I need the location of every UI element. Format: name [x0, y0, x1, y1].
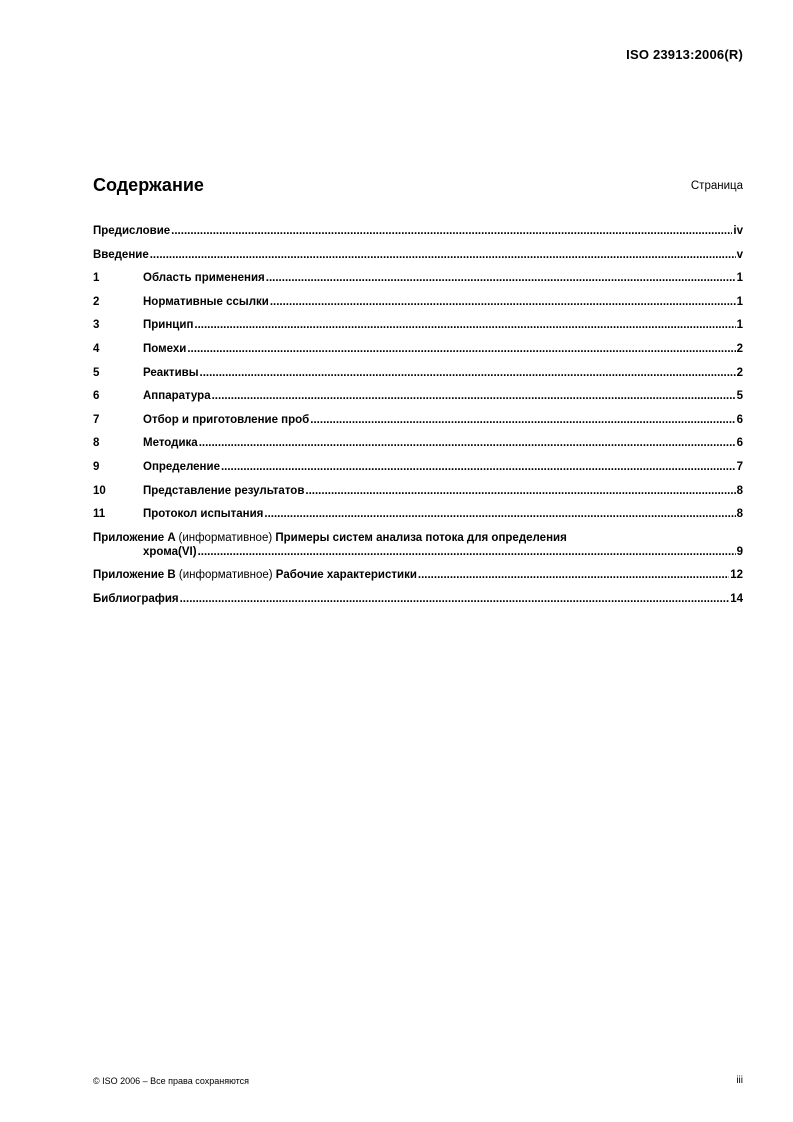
annex-b-status: (информативное)	[178, 569, 273, 582]
toc-entry-label: Предисловие	[93, 225, 171, 237]
clause-number: 8	[93, 437, 100, 450]
toc-entry-label: Нормативные ссылки	[143, 295, 269, 308]
annex-a-heading-line	[93, 531, 743, 545]
toc-entry-page: iv	[733, 225, 743, 237]
annex-a-title-line2: хрома(VI)	[143, 545, 197, 558]
toc-entry-foreword[interactable]	[93, 224, 743, 238]
dot-leader	[310, 413, 735, 427]
clause-number: 3	[93, 319, 100, 332]
dot-leader	[187, 342, 735, 356]
annex-a-continuation-line	[93, 545, 743, 559]
clause-number: 6	[93, 390, 100, 403]
annex-b-label	[93, 568, 417, 582]
toc-entry-page: 14	[730, 592, 743, 605]
dot-leader	[221, 460, 736, 474]
dot-leader	[194, 318, 735, 332]
toc-entry-page: 8	[736, 508, 743, 521]
toc-entry-page: v	[736, 248, 743, 261]
toc-entry-label: Отбор и приготовление проб	[143, 413, 310, 426]
clause-number: 5	[93, 366, 100, 379]
toc-entry-label: Представление результатов	[143, 484, 305, 497]
toc-entry-label: Протокол испытания	[143, 508, 264, 521]
toc-entry-page: 5	[736, 390, 743, 403]
dot-leader	[418, 568, 729, 582]
toc-entry-page: 6	[736, 413, 743, 426]
toc-entry-clause-4[interactable]	[93, 342, 743, 356]
dot-leader	[198, 545, 736, 559]
page-column-heading: Страница	[690, 180, 743, 192]
toc-entry-clause-3[interactable]	[93, 318, 743, 332]
toc-entry-clause-11[interactable]	[93, 507, 743, 521]
dot-leader	[305, 484, 735, 498]
dot-leader	[200, 366, 736, 380]
toc-entry-clause-9[interactable]	[93, 460, 743, 474]
toc-entry-label: Методика	[143, 437, 198, 450]
toc-entry-label: Библиография	[93, 592, 179, 605]
dot-leader	[270, 295, 736, 309]
copyright-notice: © ISO 2006 – Все права сохраняются	[93, 1076, 250, 1086]
page-number: iii	[736, 1075, 743, 1086]
toc-entry-clause-8[interactable]	[93, 436, 743, 450]
annex-b-title: Рабочие характеристики	[275, 569, 417, 582]
clause-number: 7	[93, 413, 100, 426]
dot-leader	[171, 224, 732, 238]
toc-entry-clause-6[interactable]	[93, 389, 743, 403]
dot-leader	[264, 507, 735, 521]
document-id: ISO 23913:2006(R)	[626, 47, 743, 62]
annex-a-status: (информативное)	[178, 531, 273, 544]
toc-entry-annex-b[interactable]	[93, 568, 743, 582]
clause-number: 2	[93, 295, 100, 308]
clause-number: 9	[93, 460, 100, 473]
toc-entry-page: 1	[736, 295, 743, 308]
toc-entry-clause-2[interactable]	[93, 295, 743, 309]
annex-a-prefix: Приложение A	[93, 531, 176, 544]
dot-leader	[150, 248, 736, 262]
toc-entry-label: Реактивы	[143, 366, 199, 379]
toc-entry-page: 2	[736, 342, 743, 355]
toc-entry-introduction[interactable]	[93, 248, 743, 262]
toc-entry-page: 8	[736, 484, 743, 497]
toc-entry-label: Аппаратура	[143, 390, 211, 403]
clause-number: 4	[93, 342, 100, 355]
dot-leader	[266, 271, 736, 285]
toc-entry-page: 1	[736, 272, 743, 285]
toc-entry-page: 12	[730, 569, 743, 582]
contents-title: Содержание	[93, 175, 204, 195]
toc-entry-clause-1[interactable]	[93, 271, 743, 285]
toc-entry-page: 9	[736, 545, 743, 558]
dot-leader	[180, 592, 730, 606]
dot-leader	[199, 436, 736, 450]
clause-number: 11	[93, 508, 106, 521]
annex-b-prefix: Приложение B	[93, 569, 176, 582]
toc-entry-page: 7	[736, 460, 743, 473]
toc-entry-annex-a[interactable]	[93, 531, 743, 559]
toc-entry-label: Помехи	[143, 342, 187, 355]
annex-a-block	[93, 531, 743, 559]
toc-entry-clause-7[interactable]	[93, 413, 743, 427]
toc-entry-page: 6	[736, 437, 743, 450]
toc-entry-clause-10[interactable]	[93, 484, 743, 498]
toc-entry-label: Принцип	[143, 319, 194, 332]
clause-number: 10	[93, 484, 106, 497]
toc-entry-label: Определение	[143, 460, 220, 473]
toc-entry-page: 2	[736, 366, 743, 379]
toc-entry-clause-5[interactable]	[93, 366, 743, 380]
toc-entry-bibliography[interactable]	[93, 592, 743, 606]
clause-number: 1	[93, 272, 100, 285]
annex-a-title-line1: Примеры систем анализа потока для определения	[275, 531, 567, 544]
toc-entry-label: Введение	[93, 248, 149, 261]
dot-leader	[212, 389, 736, 403]
table-of-contents	[93, 224, 743, 616]
toc-entry-page: 1	[736, 319, 743, 332]
toc-entry-label: Область применения	[143, 272, 265, 285]
